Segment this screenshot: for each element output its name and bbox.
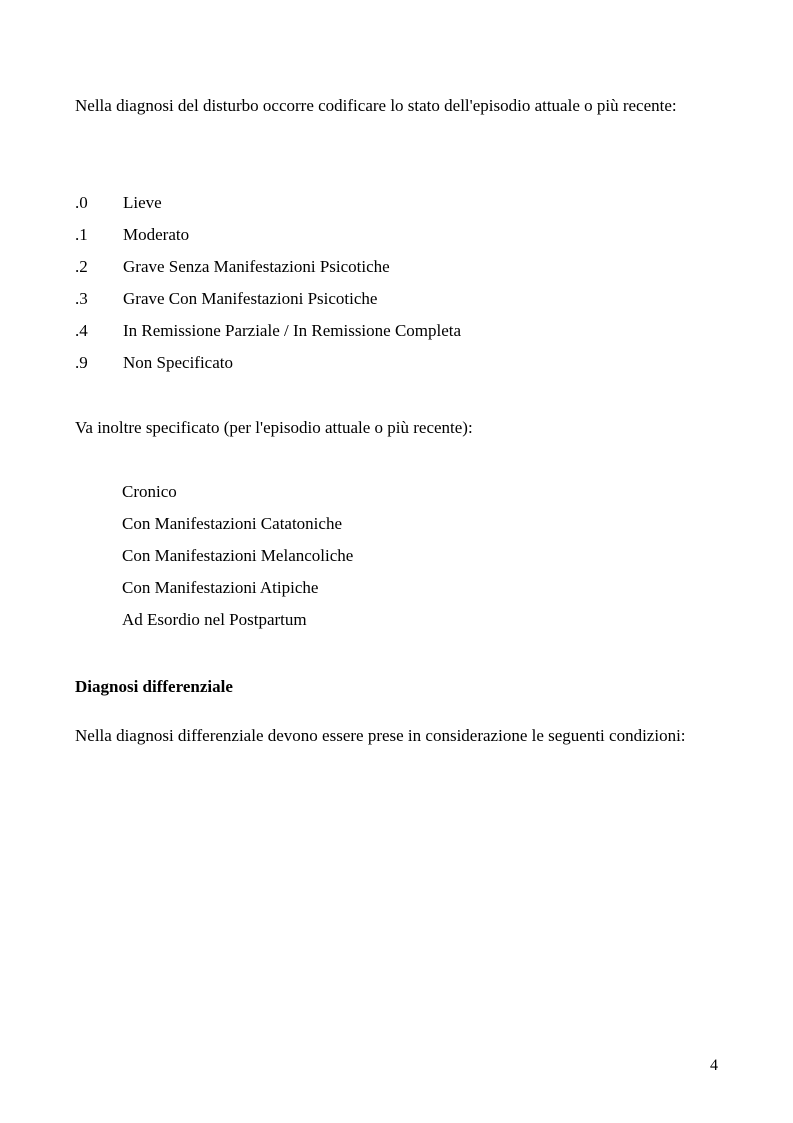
list-item: Con Manifestazioni Atipiche (122, 578, 319, 597)
list-item: Ad Esordio nel Postpartum (122, 610, 307, 629)
code-number: .0 (75, 193, 88, 212)
code-number: .9 (75, 353, 88, 372)
list-item: Con Manifestazioni Catatoniche (122, 514, 342, 533)
list-item (75, 251, 461, 283)
code-label: Non Specificato (123, 353, 233, 372)
page-number: 4 (710, 1057, 718, 1074)
code-label: Grave Senza Manifestazioni Psicotiche (123, 257, 390, 276)
specifier-intro-paragraph: Va inoltre specificato (per l'episodio attuale o più recente): (75, 418, 473, 437)
code-label: In Remissione Parziale / In Remissione Completa (123, 321, 462, 340)
code-number: .3 (75, 289, 88, 308)
list-item (75, 347, 461, 379)
list-item (75, 219, 461, 251)
list-item (75, 187, 461, 219)
code-label: Lieve (123, 193, 162, 212)
code-number: .4 (75, 321, 88, 340)
section-heading: Diagnosi differenziale (75, 677, 233, 696)
code-number: .2 (75, 257, 88, 276)
code-number: .1 (75, 225, 88, 244)
intro-paragraph: Nella diagnosi del disturbo occorre codificare lo stato dell'episodio attuale o più recente: (75, 96, 677, 115)
code-label: Moderato (123, 225, 190, 244)
list-item (75, 315, 461, 347)
list-item: Con Manifestazioni Melancoliche (122, 546, 354, 565)
specifier-list (122, 476, 353, 636)
code-label: Grave Con Manifestazioni Psicotiche (123, 289, 378, 308)
episode-code-list (75, 187, 461, 379)
differential-intro-paragraph: Nella diagnosi differenziale devono essere prese in considerazione le seguenti condizioni: (75, 726, 686, 745)
list-item (75, 283, 461, 315)
list-item: Cronico (122, 482, 177, 501)
